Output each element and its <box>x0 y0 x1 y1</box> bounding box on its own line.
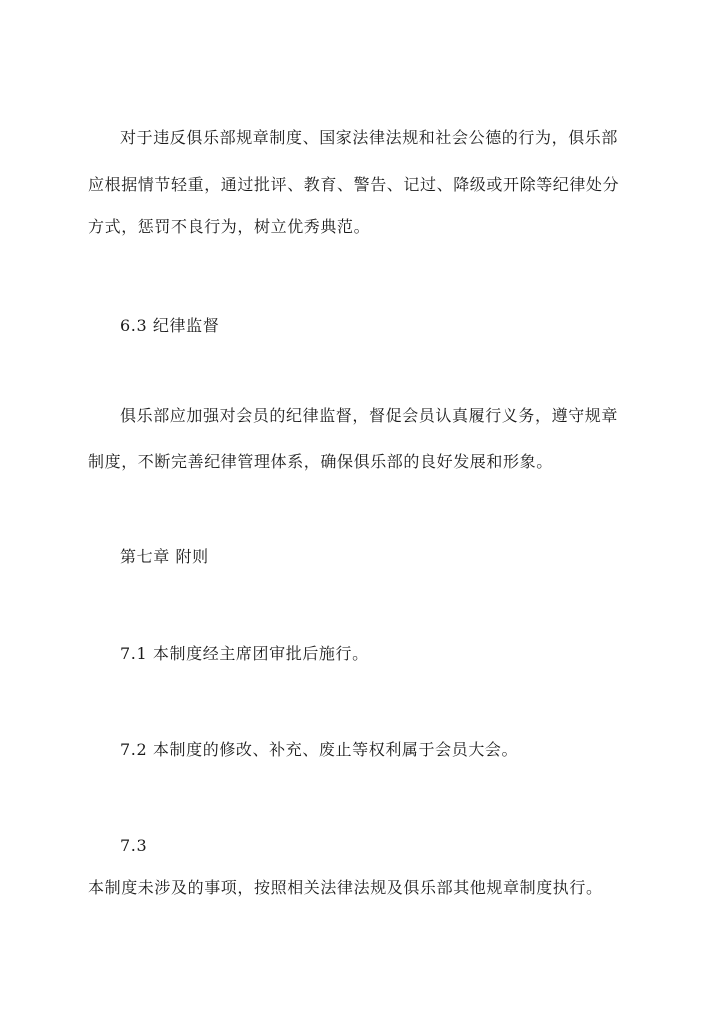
article-7-2: 7.2 本制度的修改、补充、废止等权利属于会员大会。 <box>120 740 519 759</box>
paragraph-supervision-line-2: 制度，不断完善纪律管理体系，确保俱乐部的良好发展和形象。 <box>88 452 553 471</box>
article-7-1: 7.1 本制度经主席团审批后施行。 <box>120 644 369 663</box>
paragraph-discipline-line-3: 方式，惩罚不良行为，树立优秀典范。 <box>88 217 371 236</box>
paragraph-supervision-line-1: 俱乐部应加强对会员的纪律监督，督促会员认真履行义务，遵守规章 <box>120 406 619 425</box>
chapter-title-7: 第七章 附则 <box>120 547 209 566</box>
paragraph-discipline-line-1: 对于违反俱乐部规章制度、国家法律法规和社会公德的行为，俱乐部 <box>120 128 619 147</box>
paragraph-discipline-line-2: 应根据情节轻重，通过批评、教育、警告、记过、降级或开除等纪律处分 <box>88 175 620 194</box>
section-heading-6-3: 6.3 纪律监督 <box>120 316 220 335</box>
article-7-3-text: 本制度未涉及的事项，按照相关法律法规及俱乐部其他规章制度执行。 <box>88 878 603 897</box>
article-7-3-number: 7.3 <box>120 836 148 855</box>
